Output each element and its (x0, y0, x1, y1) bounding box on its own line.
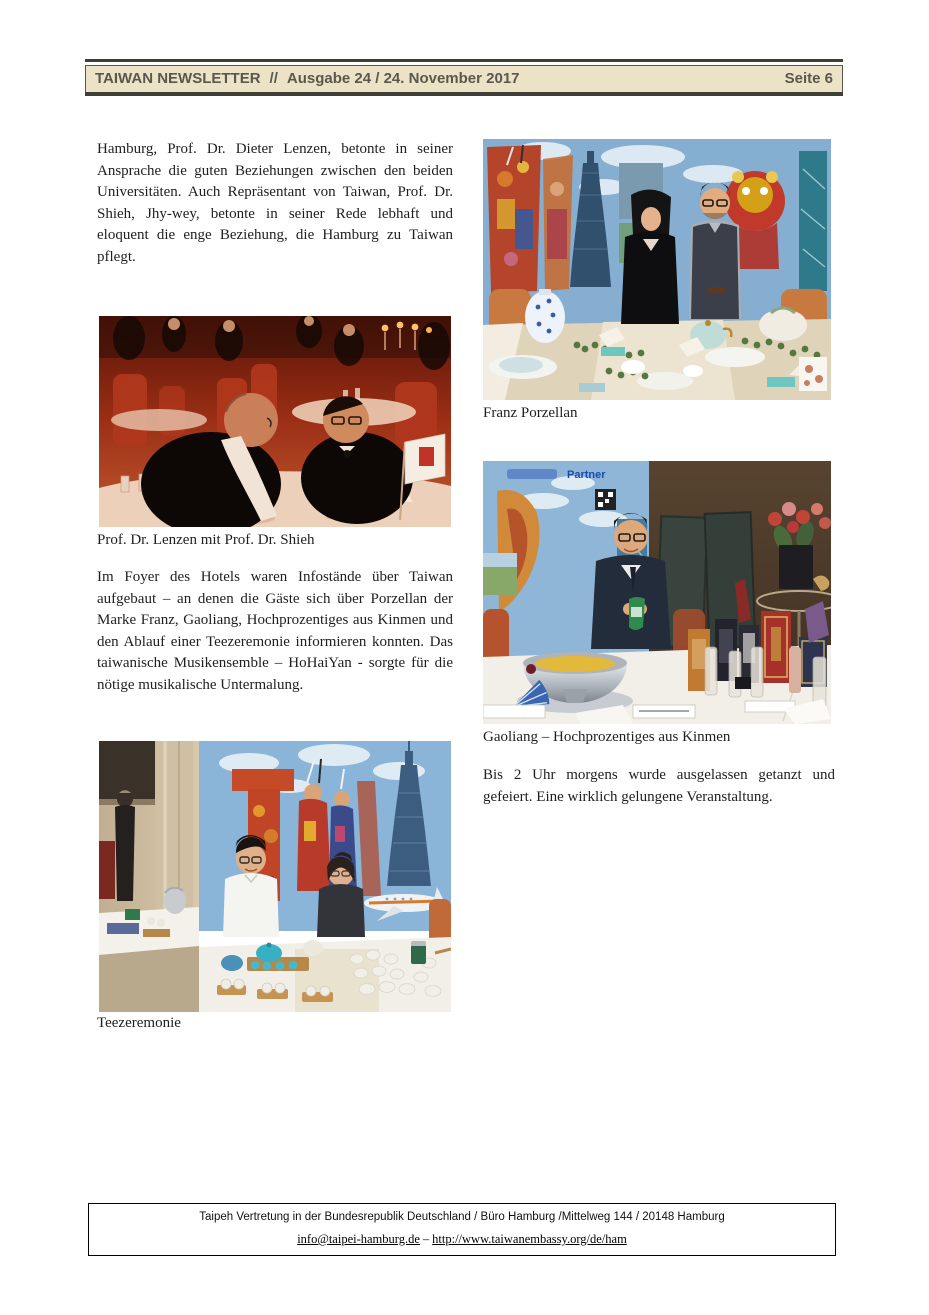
tea-ceremony-photo-image (99, 741, 451, 1012)
banquet-caption: Prof. Dr. Lenzen mit Prof. Dr. Shieh (97, 532, 315, 548)
franz-porcelain-caption: Franz Porzellan (483, 405, 578, 421)
gaoliang-photo-image (483, 461, 831, 724)
tea-ceremony-photo (99, 741, 451, 1012)
gaoliang-photo (483, 461, 831, 724)
header-bar (85, 65, 843, 92)
footer-email-link[interactable]: info@taipei-hamburg.de (297, 1232, 420, 1246)
franz-porcelain-photo-image (483, 139, 831, 400)
franz-porcelain-photo (483, 139, 831, 400)
page-header (85, 59, 843, 96)
banquet-photo-image (99, 316, 451, 527)
header-bottom-rule (85, 92, 843, 96)
paragraph-party: Bis 2 Uhr morgens wurde ausgelassen getanzt und gefeiert. Eine wirklich gelungene Veranstaltung. (483, 767, 835, 805)
footer-address: Taipeh Vertretung in der Bundesrepublik Deutschland / Büro Hamburg /Mittelweg 144 / 20148 Hamburg (199, 1211, 725, 1223)
header-top-rule (85, 59, 843, 62)
banquet-photo (99, 316, 451, 527)
newsletter-title: TAIWAN NEWSLETTER (95, 70, 261, 87)
page-number: Seite 6 (784, 70, 833, 87)
footer-links (95, 1232, 829, 1247)
footer-url-link[interactable]: http://www.taiwanembassy.org/de/ham (432, 1232, 627, 1246)
paragraph-foyer-stands: Im Foyer des Hotels waren Infostände über Taiwan aufgebaut – an denen die Gäste sich über Porzellan der Marke Franz, Gaoliang, Hochprozentiges aus Kinmen und den Ablauf einer Teezeremonie informieren konnten. Das taiwanische Musikensemble – HoHaiYan - sorgte für die nötige musikalische Untermalung. (97, 569, 453, 693)
paragraph-lenzen-speech: Hamburg, Prof. Dr. Dieter Lenzen, betonte in seiner Ansprache die guten Beziehungen zwischen den beiden Universitäten. Auch Repräsentant von Taiwan, Prof. Dr. Shieh, Jhy-wey, betonte in seiner Rede lebhaft und eloquent die enge Beziehung, die Hamburg zu Taiwan pflegt. (97, 141, 453, 265)
gaoliang-banner-text: Partner (567, 469, 606, 481)
gaoliang-caption: Gaoliang – Hochprozentiges aus Kinmen (483, 729, 731, 745)
header-separator: // (269, 70, 278, 87)
tea-ceremony-caption: Teezeremonie (97, 1015, 181, 1031)
footer-link-separator: – (422, 1232, 430, 1246)
page-footer (88, 1203, 836, 1256)
header-title-group (95, 70, 520, 87)
issue-label: Ausgabe 24 / 24. November 2017 (286, 70, 520, 87)
